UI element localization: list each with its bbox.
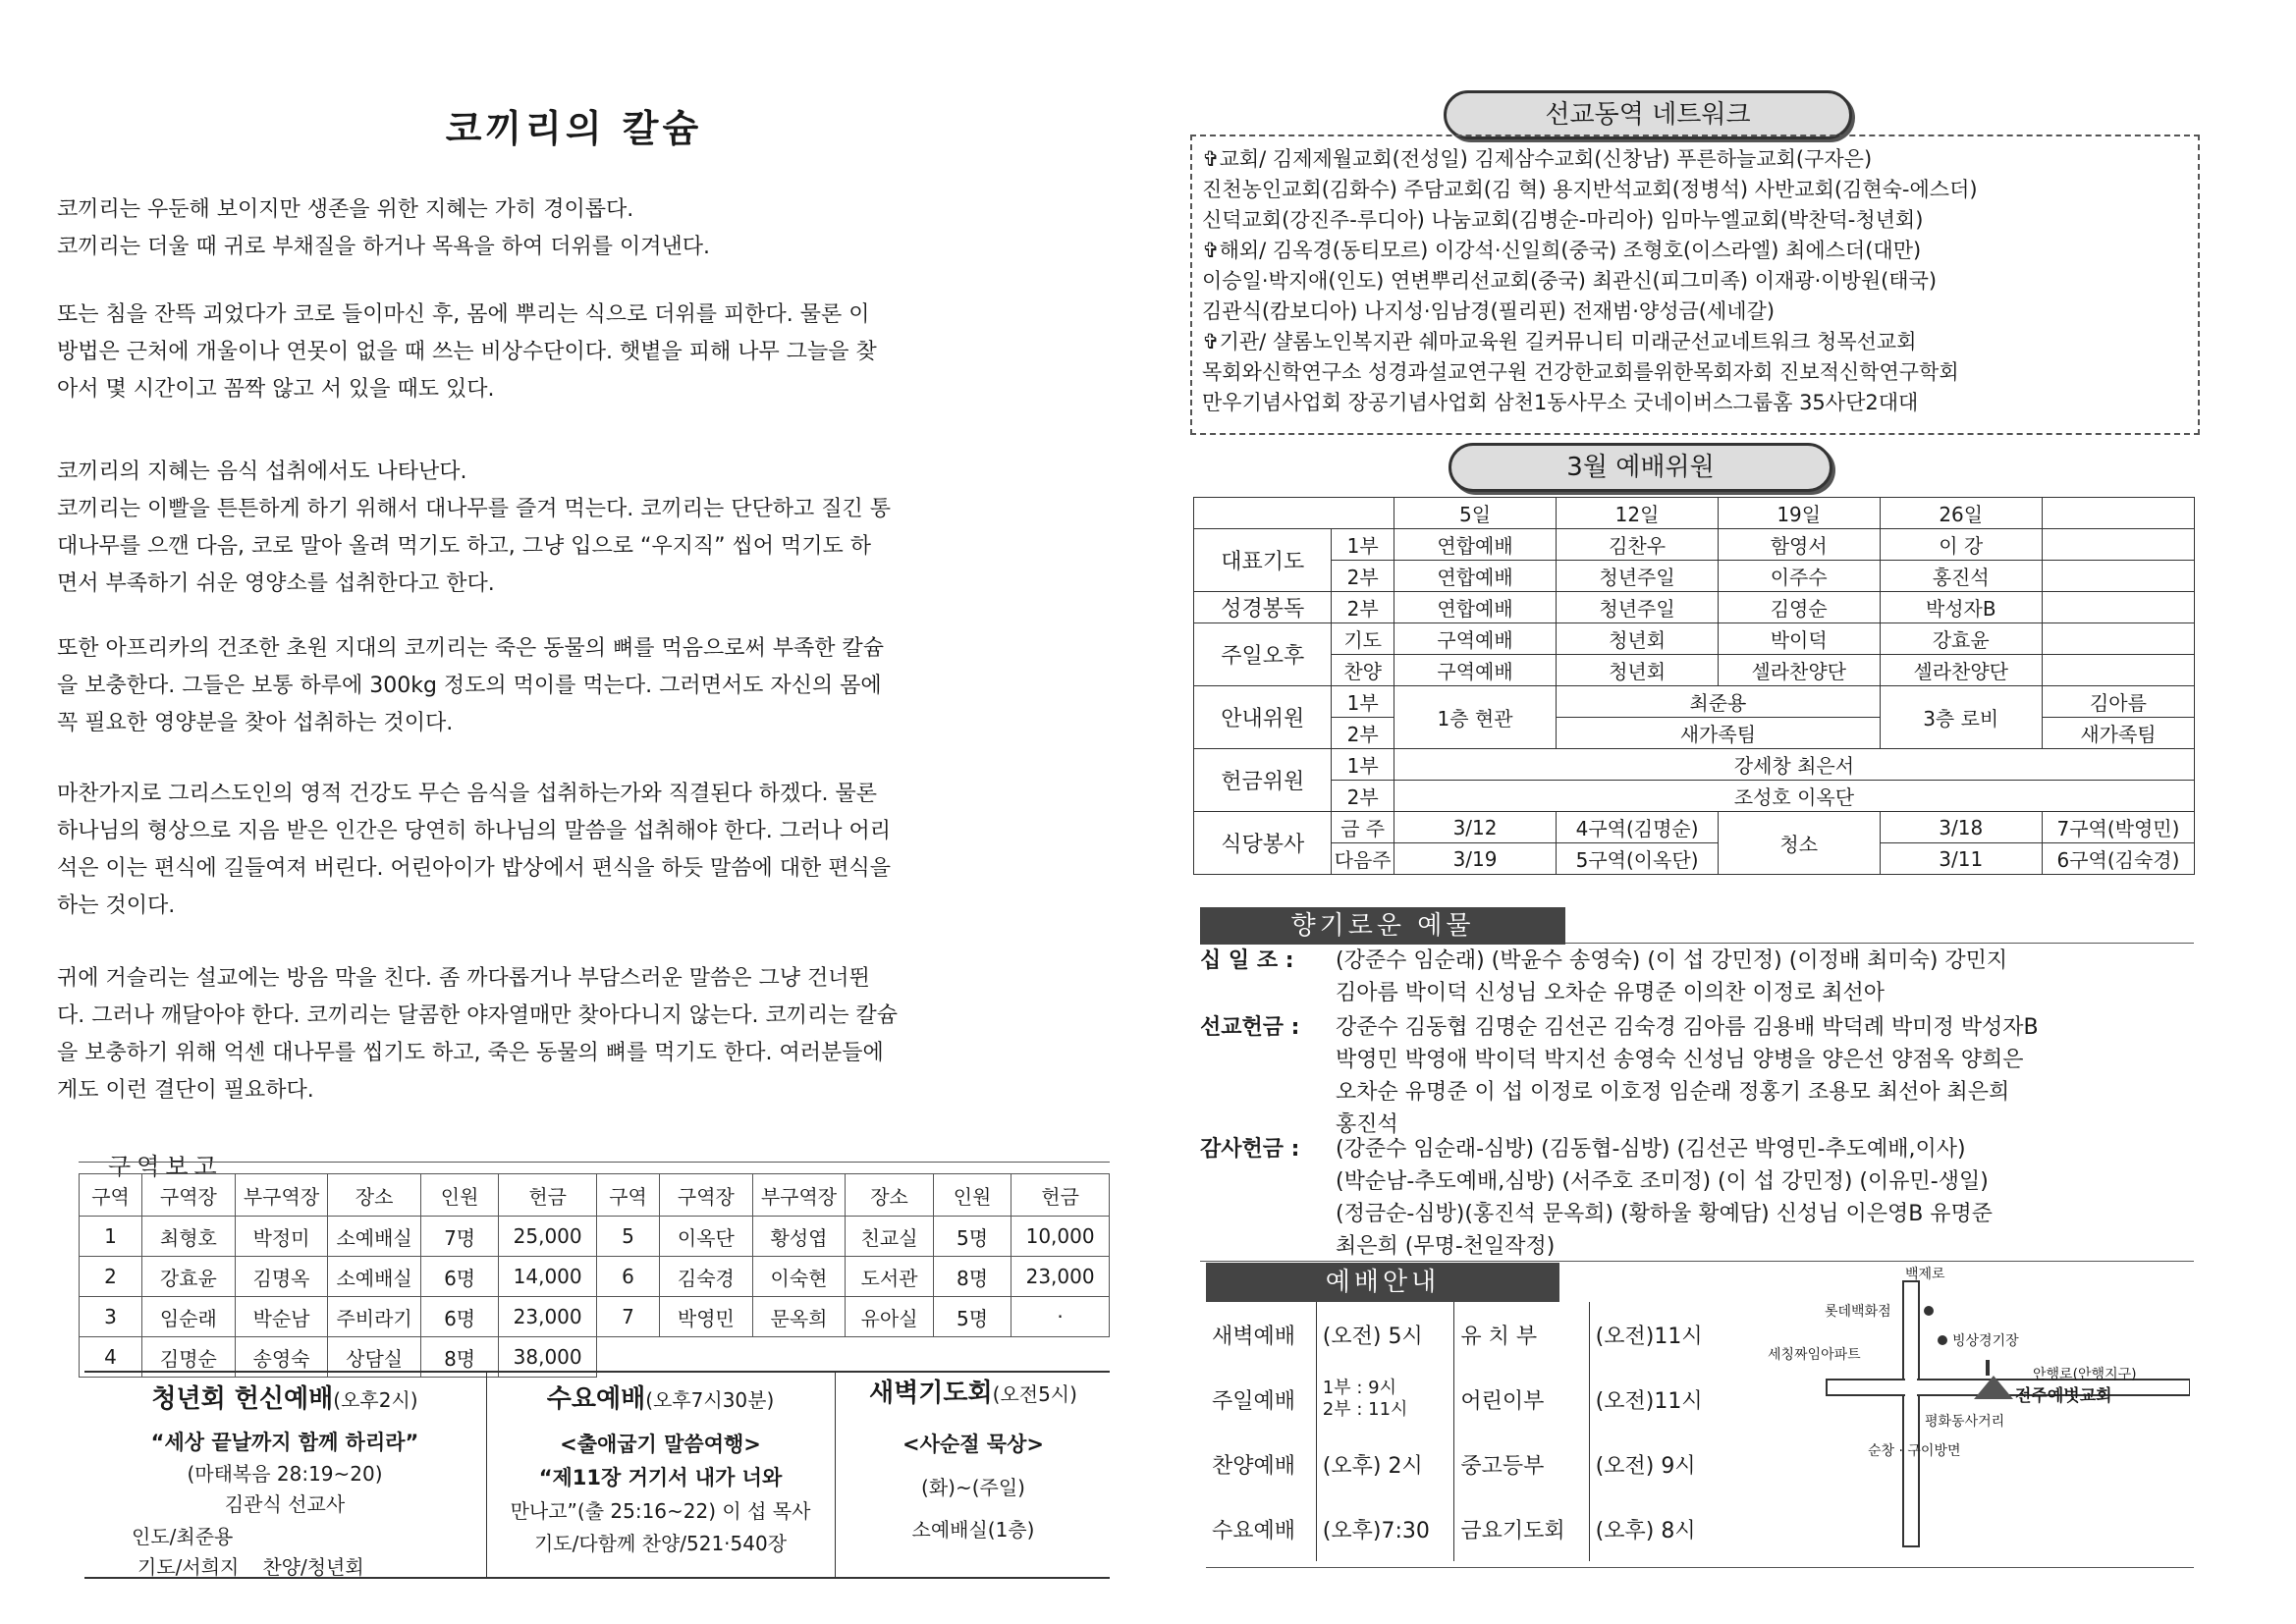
- cell: 이옥단: [660, 1217, 753, 1257]
- cell: 7명: [420, 1217, 498, 1257]
- table-row: [80, 1297, 1110, 1337]
- cell: 5: [596, 1217, 659, 1257]
- map-label-north: 백제로: [1905, 1267, 1945, 1282]
- column-header: 구역: [80, 1174, 142, 1217]
- cell: 4: [80, 1337, 142, 1378]
- dawn-prayer-time: (오전5시): [992, 1382, 1077, 1406]
- table-row: [80, 1257, 1110, 1297]
- text-line: ✞기관/ 샬롬노인복지관 쉐마교육원 길커뮤니티 미래군선교네트워크 청목선교회: [1202, 330, 1917, 353]
- cell: 3/12: [1394, 812, 1556, 843]
- cell: 5구역(이옥단): [1557, 843, 1719, 875]
- sunday-times-cell: [1316, 1367, 1454, 1432]
- cell: 홍진석: [1880, 561, 2042, 592]
- article-paragraph-4: [57, 630, 1098, 742]
- cell: 청년회: [1557, 655, 1719, 686]
- row-label: 식당봉사: [1194, 812, 1332, 875]
- text-line: (마태복음 28:19~20): [187, 1462, 383, 1486]
- column-header: 구역장: [142, 1174, 236, 1217]
- cell: 38,000: [499, 1337, 597, 1378]
- cell: 7: [596, 1297, 659, 1337]
- text-line: 방법은 근처에 개울이나 연못이 없을 때 쓰는 비상수단이다. 햇볕을 피해 나무 그늘을 찾: [57, 340, 877, 364]
- tithe-section: [1200, 945, 2007, 1009]
- cell: [2042, 655, 2194, 686]
- cell: 2부: [1332, 781, 1394, 812]
- cell: 8명: [420, 1337, 498, 1378]
- column-header: 장소: [328, 1174, 421, 1217]
- youth-worship-time: (오후2시): [333, 1388, 418, 1412]
- column-header: 12일: [1557, 498, 1719, 529]
- text-line: 만나고”(출 25:16~22) 이 섭 목사: [510, 1499, 811, 1523]
- column-header: 구역: [596, 1174, 659, 1217]
- text-line: 2부 : 11시: [1322, 1399, 1408, 1420]
- cell: 셀라찬양단: [1718, 655, 1880, 686]
- column-header: 부구역장: [235, 1174, 328, 1217]
- column-header: 헌금: [499, 1174, 597, 1217]
- text-line: 오차순 유명준 이 섭 이정로 이호정 임순래 정홍기 조용모 최선아 최은희: [1336, 1080, 2010, 1105]
- cell: 문옥희: [752, 1297, 846, 1337]
- table-row: [1206, 1496, 1726, 1561]
- cell: 유아실: [846, 1297, 934, 1337]
- cell: 박성자B: [1880, 592, 2042, 623]
- cell: 박순남: [235, 1297, 328, 1337]
- cell: 금요기도회: [1454, 1496, 1589, 1561]
- cell: 이숙현: [752, 1257, 846, 1297]
- cell: [2042, 498, 2194, 529]
- text-line: 김관식(캄보디아) 나지성·임남경(필리핀) 전재범·양성금(세네갈): [1202, 299, 1776, 323]
- article-title: 코끼리의 칼슘: [445, 107, 703, 150]
- article-paragraph-3: [57, 454, 1098, 603]
- text-line: 코끼리의 지혜는 음식 섭취에서도 나타난다.: [57, 460, 467, 484]
- table-row: [1194, 655, 2195, 686]
- table-row: [1194, 812, 2195, 843]
- cell: 강효윤: [1880, 623, 2042, 655]
- cell: 상담실: [328, 1337, 421, 1378]
- column-header: 5일: [1394, 498, 1556, 529]
- table-row: [1206, 1432, 1726, 1496]
- text-line: 마찬가지로 그리스도인의 영적 건강도 무슨 음식을 섭취하는가와 직결된다 하겠다. 물론: [57, 782, 878, 806]
- map-label-church: 전주예벗교회: [2015, 1386, 2112, 1406]
- divider: [79, 1162, 1110, 1163]
- text-line: 대나무를 으깬 다음, 코로 말아 올려 먹기도 하고, 그냥 입으로 “우지직” 씹어 먹기도 하: [57, 534, 872, 559]
- worship-guide-table: [1206, 1302, 1726, 1561]
- divider: [835, 1371, 836, 1577]
- table-row: [1194, 592, 2195, 623]
- cell: 김명옥: [235, 1257, 328, 1297]
- article-paragraph-5: [57, 776, 1098, 925]
- cell: 유 치 부: [1454, 1302, 1589, 1367]
- text-line: 을 보충한다. 그들은 보통 하루에 300kg 정도의 먹이를 먹는다. 그러면서도 자신의 몸에: [57, 674, 882, 698]
- cell: 박영민: [660, 1297, 753, 1337]
- text-line: (강준수 임순래) (박윤수 송영숙) (이 섭 강민정) (이정배 최미숙) 강민지: [1336, 948, 2008, 973]
- text-line: 또한 아프리카의 건조한 초원 지대의 코끼리는 죽은 동물의 뼈를 먹음으로써 부족한 칼슘: [57, 636, 884, 661]
- column-header: 26일: [1880, 498, 2042, 529]
- wednesday-worship-time: (오후7시30분): [645, 1388, 775, 1412]
- map-label-apartment: 세칭짜임아파트: [1768, 1347, 1861, 1363]
- text-line: 최은희 (무명-천일작정): [1336, 1234, 1556, 1259]
- text-line: 코끼리는 우둔해 보이지만 생존을 위한 지혜는 가히 경이롭다.: [57, 197, 634, 222]
- map-label-ice-rink: 빙상경기장: [1952, 1333, 2019, 1349]
- cell: (오전)11시: [1595, 1388, 1703, 1414]
- text-line: 하나님의 형상으로 지음 받은 인간은 당연히 하나님의 말씀을 섭취해야 한다. 그러나 어리: [57, 819, 891, 843]
- cell: 주비라기: [328, 1297, 421, 1337]
- cell: 2부: [1332, 592, 1394, 623]
- cell: 최형호: [142, 1217, 236, 1257]
- cell: 송영숙: [235, 1337, 328, 1378]
- cell: 다음주: [1332, 843, 1394, 875]
- column-header: 헌금: [1011, 1174, 1110, 1217]
- text-line: 찬양/청년회: [262, 1555, 364, 1579]
- cell: 6: [596, 1257, 659, 1297]
- row-label: 안내위원: [1194, 686, 1332, 749]
- cell: 25,000: [499, 1217, 597, 1257]
- cell: 소예배실: [328, 1257, 421, 1297]
- cell: (오전) 9시: [1595, 1453, 1696, 1479]
- cell: 6명: [420, 1257, 498, 1297]
- table-row: [1194, 843, 2195, 875]
- mission-offering-label: 선교헌금 :: [1200, 1015, 1300, 1040]
- cell: 함영서: [1718, 529, 1880, 561]
- cell: 새가족팀: [2042, 718, 2194, 749]
- cell: 청년회: [1557, 623, 1719, 655]
- cell: 이주수: [1718, 561, 1880, 592]
- cell: 23,000: [1011, 1257, 1110, 1297]
- cell: 새벽예배: [1206, 1302, 1316, 1367]
- cell: 8명: [933, 1257, 1011, 1297]
- table-row: [1194, 781, 2195, 812]
- cell: 찬양예배: [1206, 1432, 1316, 1496]
- text-line: 꼭 필요한 영양분을 찾아 섭취하는 것이다.: [57, 711, 454, 735]
- mission-offering-section: [1200, 1011, 2039, 1141]
- text-line: (박순남-추도예배,심방) (서주호 조미정) (이 섭 강민정) (이유민-생일): [1336, 1169, 1989, 1194]
- text-line: (정금순-심방)(홍진석 문옥희) (황하울 황예담) 신성님 이은영B 유명준: [1336, 1202, 1994, 1226]
- table-header-row: [80, 1174, 1110, 1217]
- cell: (오후)7:30: [1316, 1496, 1454, 1561]
- cell: (오전) 5시: [1316, 1302, 1454, 1367]
- cell: 구역예배: [1394, 655, 1556, 686]
- cell: 5명: [933, 1217, 1011, 1257]
- cell: 2부: [1332, 561, 1394, 592]
- cell: 2: [80, 1257, 142, 1297]
- cell: (오전)11시: [1595, 1324, 1703, 1349]
- cell: 새가족팀: [1557, 718, 1880, 749]
- article-paragraph-6: [57, 960, 1098, 1110]
- cell: 강세창 최은서: [1394, 749, 2194, 781]
- cell: 조성호 이옥단: [1394, 781, 2194, 812]
- cell: 김명순: [142, 1337, 236, 1378]
- text-line: (강준수 임순래-심방) (김동협-심방) (김선곤 박영민-추도예배,이사): [1336, 1137, 1966, 1162]
- divider: [1565, 943, 2194, 944]
- cell: 연합예배: [1394, 529, 1556, 561]
- wednesday-worship-title: 수요예배: [546, 1384, 646, 1414]
- cell: [2042, 529, 2194, 561]
- article-paragraph-1: [57, 191, 1098, 266]
- cell: [1194, 498, 1394, 529]
- cell: 김아름: [2042, 686, 2194, 718]
- offerings-title: 향기로운 예물: [1200, 907, 1565, 945]
- wednesday-worship-box: [486, 1379, 835, 1556]
- district-table: [79, 1173, 1110, 1378]
- cell: 5명: [933, 1297, 1011, 1337]
- text-line: 석은 이는 편식에 길들여져 버린다. 어린아이가 밥상에서 편식을 하듯 말씀에 대한 편식을: [57, 856, 891, 881]
- cell: 청년주일: [1557, 592, 1719, 623]
- cell: 박정미: [235, 1217, 328, 1257]
- table-row: [80, 1217, 1110, 1257]
- cell: 3: [80, 1297, 142, 1337]
- cell: (오후) 8시: [1595, 1518, 1696, 1543]
- text-line: 또는 침을 잔뜩 괴었다가 코로 들이마신 후, 몸에 뿌리는 식으로 더위를 피한다. 물론 이: [57, 302, 870, 327]
- cell: 임순래: [142, 1297, 236, 1337]
- network-title: 선교동역 네트워크: [1444, 90, 1852, 139]
- thanks-offering-section: [1200, 1133, 1993, 1263]
- cell: 도서관: [846, 1257, 934, 1297]
- cell: 셀라찬양단: [1880, 655, 2042, 686]
- text-line: 이승일·박지애(인도) 연변뿌리선교회(중국) 최관신(피그미족) 이재광·이방원(태국): [1202, 269, 1938, 293]
- row-label: 대표기도: [1194, 529, 1332, 592]
- text-line: 을 보충하기 위해 억센 대나무를 씹기도 하고, 죽은 동물의 뼈를 먹기도 한다. 여러분들에: [57, 1041, 884, 1065]
- cell: 23,000: [499, 1297, 597, 1337]
- text-line: 만우기념사업회 장공기념사업회 삼천1동사무소 굿네이버스그룹홈 35사단2대대: [1202, 391, 1919, 414]
- youth-worship-box: [88, 1379, 481, 1580]
- cell: 강효윤: [142, 1257, 236, 1297]
- text-line: ✞교회/ 김제제월교회(전성일) 김제삼수교회(신창남) 푸른하늘교회(구자은): [1202, 147, 1873, 171]
- cell: 6명: [420, 1297, 498, 1337]
- cell: 어린이부: [1454, 1367, 1589, 1432]
- cell: 6구역(김숙경): [2042, 843, 2194, 875]
- row-label: 헌금위원: [1194, 749, 1332, 812]
- cell: 친교실: [846, 1217, 934, 1257]
- text-line: “제11장 거기서 내가 너와: [538, 1466, 783, 1489]
- cell: ·: [1011, 1297, 1110, 1337]
- youth-worship-title: 청년회 헌신예배: [151, 1384, 334, 1414]
- cell: 1부: [1332, 749, 1394, 781]
- text-line: 목회와신학연구소 성경과설교연구원 건강한교회를위한목회자회 진보적신학연구학회: [1202, 360, 1959, 384]
- cell: 황성엽: [752, 1217, 846, 1257]
- text-line: (화)~(주일): [921, 1476, 1025, 1499]
- tithe-label: 십 일 조 :: [1200, 948, 1294, 973]
- cell: 14,000: [499, 1257, 597, 1297]
- text-line: ✞해외/ 김옥경(동티모르) 이강석·신일희(중국) 조형호(이스라엘) 최에스더(대만): [1202, 239, 1922, 262]
- column-header: 구역장: [660, 1174, 753, 1217]
- map-label-lotte: 롯데백화점: [1825, 1304, 1891, 1320]
- text-line: 기도/서희지: [137, 1555, 240, 1579]
- map-label-anhaeng-road: 안행로(안행지구): [2033, 1367, 2137, 1382]
- cell: [2042, 623, 2194, 655]
- text-line: 기도/다함께 찬양/521·540장: [533, 1532, 788, 1555]
- cell: 1부: [1332, 686, 1394, 718]
- map-label-crossroad: 평화동사거리: [1925, 1414, 2005, 1430]
- cell: 1층 현관: [1394, 686, 1556, 749]
- thanks-offering-label: 감사헌금 :: [1200, 1137, 1300, 1162]
- cell: 3/18: [1880, 812, 2042, 843]
- cell: 수요예배: [1206, 1496, 1316, 1561]
- dawn-prayer-title: 새벽기도회: [869, 1379, 993, 1408]
- cell: 기도: [1332, 623, 1394, 655]
- cell: 3층 로비: [1880, 686, 2042, 749]
- table-row: [1206, 1367, 1726, 1432]
- cell: 주일예배: [1206, 1367, 1316, 1432]
- text-line: 인도/최준용: [132, 1525, 234, 1548]
- text-line: 소예배실(1층): [911, 1518, 1035, 1542]
- cell: 4구역(김명순): [1557, 812, 1719, 843]
- cell: 3/19: [1394, 843, 1556, 875]
- table-row: [1194, 561, 2195, 592]
- cell: 김찬우: [1557, 529, 1719, 561]
- cell: 1부: [1332, 529, 1394, 561]
- cell: 10,000: [1011, 1217, 1110, 1257]
- cell: 박이덕: [1718, 623, 1880, 655]
- article-paragraph-2: [57, 297, 1098, 408]
- cell: 2부: [1332, 718, 1394, 749]
- cell: 1: [80, 1217, 142, 1257]
- table-row: [1194, 718, 2195, 749]
- text-line: 아서 몇 시간이고 꼼짝 않고 서 있을 때도 있다.: [57, 377, 495, 402]
- row-label: 성경봉독: [1194, 592, 1332, 623]
- text-line: <사순절 묵상>: [902, 1433, 1044, 1456]
- column-header: 19일: [1718, 498, 1880, 529]
- cell: 7구역(박영민): [2042, 812, 2194, 843]
- cell: 이 강: [1880, 529, 2042, 561]
- worship-committee-title: 3월 예배위원: [1449, 443, 1832, 492]
- cell: 청소: [1718, 812, 1880, 875]
- text-line: <출애굽기 말씀여행>: [560, 1433, 761, 1456]
- district-report-title: 구역보고: [108, 1153, 223, 1180]
- cell: 최준용: [1557, 686, 1880, 718]
- text-line: 코끼리는 이빨을 튼튼하게 하기 위해서 대나무를 즐겨 먹는다. 코끼리는 단단하고 질긴 통: [57, 497, 891, 521]
- mission-network-box: [1190, 135, 2200, 435]
- cell: 김영순: [1718, 592, 1880, 623]
- text-line: 하는 것이다.: [57, 893, 176, 918]
- column-header: 부구역장: [752, 1174, 846, 1217]
- text-line: 면서 부족하기 쉬운 영양소를 섭취한다고 한다.: [57, 571, 495, 596]
- cell: [2042, 561, 2194, 592]
- table-row: [1194, 498, 2195, 529]
- table-row: [1194, 686, 2195, 718]
- table-row: [1194, 529, 2195, 561]
- dawn-prayer-box: [837, 1373, 1110, 1543]
- table-row: [1194, 749, 2195, 781]
- cell: 중고등부: [1454, 1432, 1589, 1496]
- worship-guide-title: 예배안내: [1206, 1263, 1559, 1302]
- table-row: [1206, 1302, 1726, 1367]
- text-line: 박영민 박영애 박이덕 박지선 송영숙 신성님 양병을 양은선 양점옥 양희은: [1336, 1048, 2024, 1072]
- cell: (오후) 2시: [1316, 1432, 1454, 1496]
- text-line: 신덕교회(강진주-루디아) 나눔교회(김병순-마리아) 임마누엘교회(박찬덕-청년회): [1202, 208, 1924, 232]
- cell: 구역예배: [1394, 623, 1556, 655]
- worship-committee-table: [1193, 497, 2195, 875]
- text-line: 1부 : 9시: [1322, 1378, 1396, 1398]
- text-line: “세상 끝날까지 함께 하리라”: [150, 1431, 419, 1454]
- cell: 찬양: [1332, 655, 1394, 686]
- cell: 청년주일: [1557, 561, 1719, 592]
- cell: 연합예배: [1394, 561, 1556, 592]
- column-header: 장소: [846, 1174, 934, 1217]
- divider: [1206, 1567, 2194, 1568]
- cell: 연합예배: [1394, 592, 1556, 623]
- text-line: 코끼리는 더울 때 귀로 부채질을 하거나 목욕을 하여 더위를 이겨낸다.: [57, 235, 710, 259]
- column-header: 인원: [420, 1174, 498, 1217]
- text-line: 강준수 김동협 김명순 김선곤 김숙경 김아름 김용배 박덕례 박미정 박성자B: [1336, 1015, 2039, 1040]
- map-label-south: 순창 · 구이방면: [1868, 1443, 1961, 1459]
- text-line: 김아름 박이덕 신성님 오차순 유명준 이의찬 이정로 최선아: [1336, 981, 1886, 1005]
- column-header: 인원: [933, 1174, 1011, 1217]
- row-label: 주일오후: [1194, 623, 1332, 686]
- cell: 3/11: [1880, 843, 2042, 875]
- cell: [2042, 592, 2194, 623]
- cell: 김숙경: [660, 1257, 753, 1297]
- text-line: 게도 이런 결단이 필요하다.: [57, 1078, 314, 1103]
- text-line: 다. 그러나 깨달아야 한다. 코끼리는 달콤한 야자열매만 찾아다니지 않는다. 코끼리는 칼슘: [57, 1003, 898, 1028]
- church-map: [1758, 1262, 2190, 1566]
- text-line: 김관식 선교사: [224, 1492, 346, 1516]
- text-line: 홍진석: [1336, 1112, 1398, 1137]
- table-row: [1194, 623, 2195, 655]
- cell: 금 주: [1332, 812, 1394, 843]
- text-line: 진천농인교회(김화수) 주담교회(김 혁) 용지반석교회(정병석) 사반교회(김현숙-에스더): [1202, 178, 1978, 201]
- cell: 소예배실: [328, 1217, 421, 1257]
- text-line: 귀에 거슬리는 설교에는 방음 막을 친다. 좀 까다롭거나 부담스러운 말씀은 그냥 건너뛴: [57, 966, 870, 991]
